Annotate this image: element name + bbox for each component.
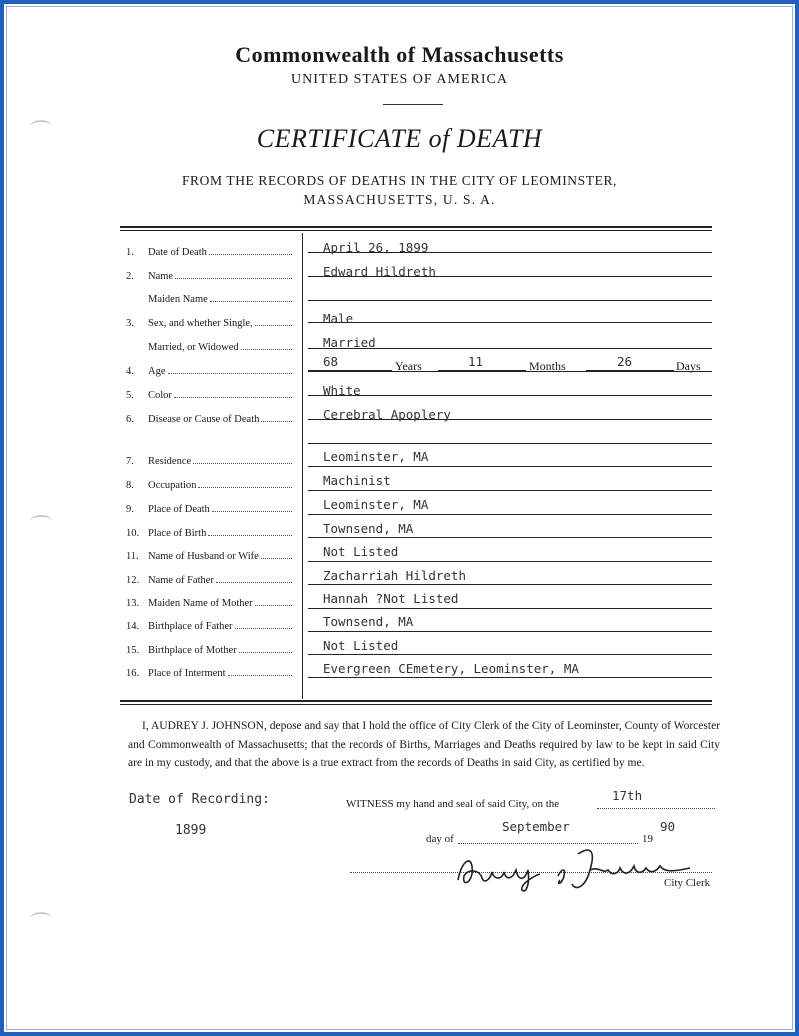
field-label-text: Place of Death (148, 504, 210, 515)
field-ruling-line (308, 490, 712, 491)
field-ruling-line (308, 443, 712, 444)
age-months-value: 11 (468, 354, 484, 369)
field-ruling-line (308, 608, 712, 609)
field-label (126, 414, 292, 425)
heading-divider (383, 104, 443, 105)
commonwealth-heading: Commonwealth of Massachusetts (235, 42, 564, 67)
field-value: Not Listed (323, 544, 399, 559)
field-number: 2. (126, 271, 134, 282)
field-label-text: Date of Death (148, 247, 207, 258)
table-top-rule-inner (120, 230, 712, 231)
field-value: Male (323, 311, 354, 326)
field-leader-dots (261, 421, 292, 422)
field-leader-dots (255, 325, 292, 326)
field-value: Machinist (323, 473, 391, 488)
field-value: Hannah ?Not Listed (323, 591, 459, 606)
field-label-text: Name of Father (148, 575, 214, 586)
field-label (126, 390, 292, 401)
age-days-value: 26 (617, 354, 633, 369)
field-label (126, 456, 292, 467)
age-days-line (586, 370, 674, 371)
field-value: White (323, 383, 361, 398)
field-leader-dots (261, 558, 292, 559)
table-top-rule (120, 226, 712, 228)
field-number: 5. (126, 390, 134, 401)
field-ruling-line (308, 514, 712, 515)
field-label-text: Birthplace of Mother (148, 645, 237, 656)
field-value: Leominster, MA (323, 449, 429, 464)
field-ruling-line (308, 322, 712, 323)
field-label-text: Disease or Cause of Death (148, 414, 260, 425)
clerk-signature (450, 840, 710, 900)
year-suffix: 90 (660, 819, 676, 834)
field-leader-dots (198, 487, 292, 488)
field-label-text: Married, or Widowed (148, 342, 239, 353)
field-label (126, 598, 292, 609)
field-label (126, 668, 292, 679)
witness-month: September (502, 819, 570, 834)
field-value: Townsend, MA (323, 614, 414, 629)
clerk-deposition (128, 717, 720, 773)
field-number: 16. (126, 668, 140, 679)
field-value: Married (323, 335, 376, 350)
field-value: Zacharriah Hildreth (323, 568, 466, 583)
field-leader-dots (175, 278, 292, 279)
field-label (126, 366, 292, 377)
age-years-value: 68 (323, 354, 339, 369)
age-months-label: Months (529, 359, 566, 373)
field-label-text: Occupation (148, 480, 197, 491)
field-number: 14. (126, 621, 140, 632)
field-number: 3. (126, 318, 134, 329)
field-value: Edward Hildreth (323, 264, 436, 279)
field-label-text: Age (148, 366, 166, 377)
witness-text: WITNESS my hand and seal of said City, on the (346, 798, 560, 810)
field-number: 11. (126, 551, 139, 562)
field-ruling-line (308, 395, 712, 396)
table-bottom-rule (120, 700, 712, 702)
country-heading: UNITED STATES OF AMERICA (291, 72, 508, 87)
field-number: 4. (126, 366, 134, 377)
field-number: 8. (126, 480, 134, 491)
field-number: 7. (126, 456, 134, 467)
recording-year: 1899 (175, 823, 207, 838)
field-label (126, 247, 292, 258)
field-leader-dots (212, 511, 292, 512)
field-leader-dots (210, 301, 292, 302)
field-label-text: Place of Interment (148, 668, 226, 679)
records-line-1: FROM THE RECORDS OF DEATHS IN THE CITY OF LEOMINSTER, (181, 173, 618, 188)
field-label-text: Residence (148, 456, 192, 467)
field-label-text: Sex, and whether Single, (148, 318, 253, 329)
field-ruling-line (308, 561, 712, 562)
field-number: 10. (126, 528, 140, 539)
age-years-label: Years (395, 359, 422, 373)
table-column-divider (302, 233, 303, 699)
field-label-text: Color (148, 390, 172, 401)
field-number: 15. (126, 645, 140, 656)
field-label (126, 551, 292, 562)
field-leader-dots (193, 463, 292, 464)
field-label-text: Name of Husband or Wife (148, 551, 259, 562)
field-leader-dots (235, 628, 292, 629)
field-number: 12. (126, 575, 140, 586)
field-label-text: Maiden Name (148, 294, 208, 305)
field-value: Leominster, MA (323, 497, 429, 512)
field-ruling-line (308, 654, 712, 655)
date-of-recording-label: Date of Recording: (129, 792, 270, 807)
field-leader-dots (209, 254, 292, 255)
field-ruling-line (308, 631, 712, 632)
witness-day-line (597, 808, 715, 809)
deposition-text: I, AUDREY J. JOHNSON, depose and say that I hold the office of City Clerk of the City of Leominster, County of Worcester and Commonwealth of Massachusetts; that the records of Births, Marriages and Deaths required by law to be kept in said City are in my custody, and that the above is a true extract from the records of Deaths in said City, as certified by me. (128, 720, 720, 769)
field-value: April 26, 1899 (323, 240, 429, 255)
field-label (126, 271, 292, 282)
field-leader-dots (216, 582, 292, 583)
field-leader-dots (241, 349, 292, 350)
field-label-text: Place of Birth (148, 528, 207, 539)
city-clerk-title: City Clerk (664, 877, 711, 889)
punch-hole-mark (30, 515, 52, 527)
field-ruling-line (308, 537, 712, 538)
field-label (126, 318, 292, 329)
field-ruling-line (308, 466, 712, 467)
field-number: 9. (126, 504, 134, 515)
field-leader-dots (239, 652, 292, 653)
certificate-title: CERTIFICATE of DEATH (256, 124, 543, 153)
field-value: Evergreen CEmetery, Leominster, MA (323, 661, 579, 676)
field-number: 1. (126, 247, 134, 258)
field-label (126, 480, 292, 491)
field-label (126, 294, 292, 305)
field-value: Not Listed (323, 638, 399, 653)
field-leader-dots (208, 535, 292, 536)
field-label-text: Birthplace of Father (148, 621, 233, 632)
field-label (126, 621, 292, 632)
field-value: Townsend, MA (323, 521, 414, 536)
field-label-text: Name (148, 271, 174, 282)
field-leader-dots (255, 605, 292, 606)
day-of-label: day of (426, 833, 454, 845)
punch-hole-mark (30, 912, 52, 924)
field-label (126, 342, 292, 353)
field-leader-dots (228, 675, 292, 676)
field-number: 13. (126, 598, 140, 609)
field-ruling-line (308, 300, 712, 301)
age-days-label: Days (676, 359, 701, 373)
field-label-text: Maiden Name of Mother (148, 598, 253, 609)
records-line-2: MASSACHUSETTS, U. S. A. (303, 192, 496, 207)
field-label (126, 645, 292, 656)
table-bottom-rule-inner (120, 704, 712, 705)
field-label (126, 528, 292, 539)
age-months-line (438, 370, 526, 371)
age-years-line (308, 370, 392, 371)
field-number: 6. (126, 414, 134, 425)
field-leader-dots (168, 373, 292, 374)
field-value: Cerebral Apoplery (323, 407, 451, 422)
field-ruling-line (308, 677, 712, 678)
field-label (126, 575, 292, 586)
field-ruling-line (308, 371, 712, 372)
year-prefix: 19 (642, 833, 653, 845)
field-ruling-line (308, 584, 712, 585)
field-label (126, 504, 292, 515)
witness-day: 17th (612, 788, 643, 803)
field-leader-dots (174, 397, 292, 398)
